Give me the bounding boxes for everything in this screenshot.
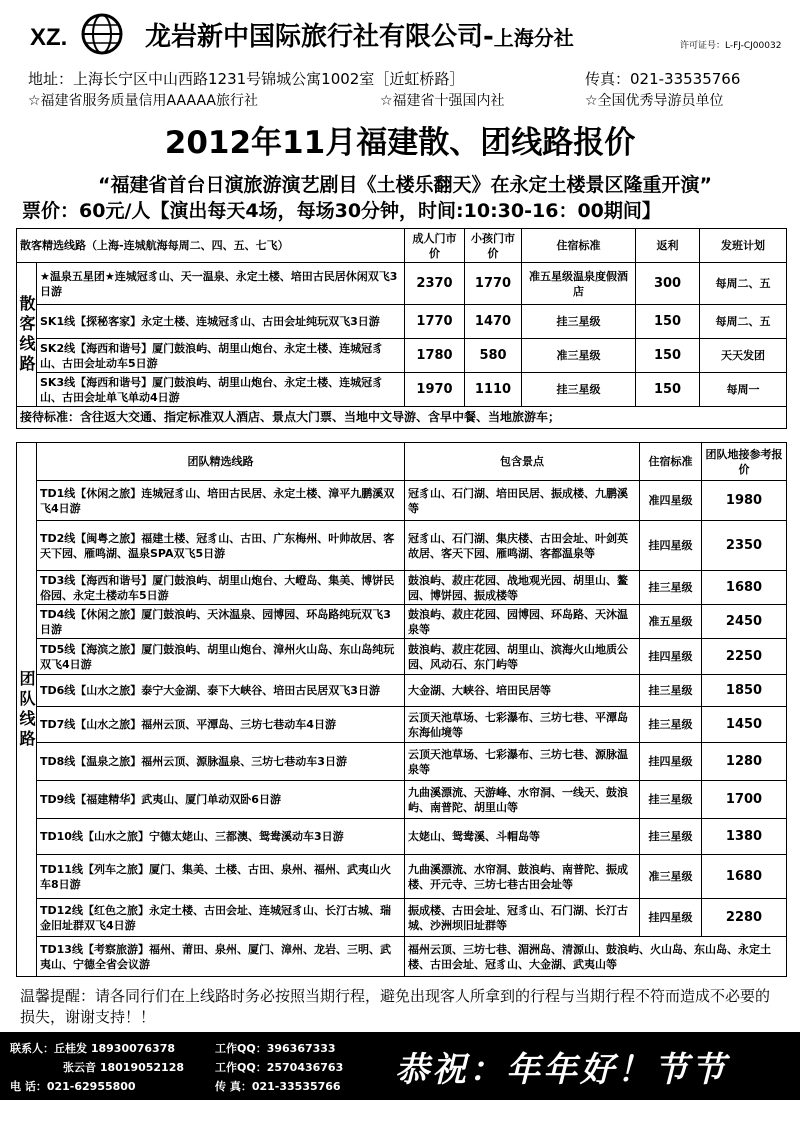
fax-top: 传真：021-33535766 — [585, 70, 741, 88]
table-row — [17, 605, 787, 639]
group-header-spots: 包含景点 — [405, 443, 640, 481]
price-cell: 2250 — [702, 639, 787, 675]
table-row — [17, 305, 787, 339]
rebate-cell: 300 — [636, 263, 700, 305]
price-cell: 2280 — [702, 899, 787, 937]
page-title: 2012年11月福建散、团线路报价 — [164, 125, 636, 161]
hotel-cell: 挂三星级 — [640, 707, 702, 743]
group-header-route: 团队精选线路 — [37, 443, 405, 481]
child-price: 580 — [465, 339, 522, 373]
table-row — [17, 899, 787, 937]
adult-price: 1780 — [405, 339, 465, 373]
spots-cell: 云顶天池草场、七彩瀑布、三坊七巷、源脉温泉等 — [405, 743, 640, 781]
schedule-cell: 天天发团 — [700, 339, 787, 373]
spots-cell: 太姥山、鸳鸯溪、斗帽岛等 — [405, 819, 640, 855]
group-section-label: 团队线路 — [17, 443, 37, 977]
scatter-header-schedule: 发班计划 — [700, 229, 787, 263]
group-header-hotel: 住宿标准 — [640, 443, 702, 481]
table-row — [17, 743, 787, 781]
hotel-cell: 挂四星级 — [640, 899, 702, 937]
license-number: 许可证号：L-FJ-CJ00032 — [680, 41, 782, 51]
table-row — [17, 675, 787, 707]
new-year-wish: 恭祝：年年好！节节高！ — [395, 1050, 728, 1139]
scatter-header-child: 小孩门市价 — [465, 229, 522, 263]
spots-cell: 鼓浪屿、菽庄花园、胡里山、滨海火山地质公园、风动石、东门屿等 — [405, 639, 640, 675]
hotel-cell: 准三星级 — [640, 855, 702, 899]
phone: 电 话：021-62955800 — [10, 1080, 136, 1093]
route-cell: SK1线【探秘客家】永定土楼、连城冠豸山、古田会址纯玩双飞3日游 — [37, 305, 405, 339]
spots-cell: 九曲溪漂流、天游峰、水帘洞、一线天、鼓浪屿、南普陀、胡里山等 — [405, 781, 640, 819]
scatter-header-rebate: 返利 — [636, 229, 700, 263]
scatter-header-adult: 成人门市价 — [405, 229, 465, 263]
table-row — [17, 707, 787, 743]
group-header-row — [17, 443, 787, 481]
schedule-cell: 每周二、五 — [700, 305, 787, 339]
company-main: 龙岩新中国际旅行社有限公司- — [145, 22, 494, 52]
group-header-price: 团队地接参考报价 — [702, 443, 787, 481]
scatter-header-route: 散客精选线路（上海-连城航海每周二、四、五、七飞） — [17, 229, 405, 263]
spots-cell: 大金湖、大峡谷、培田民居等 — [405, 675, 640, 707]
reminder-text: 温馨提醒：请各同行们在上线路时务必按照当期行程，避免出现客人所拿到的行程与当期行程不符而造成不必要的损失，谢谢支持！！ — [20, 987, 771, 1026]
spots-cell: 冠豸山、石门湖、集庆楼、古田会址、叶剑英故居、客天下园、雁鸣湖、客都温泉等 — [405, 521, 640, 571]
hotel-cell: 准三星级 — [522, 339, 636, 373]
hotel-cell: 准五星级温泉度假酒店 — [522, 263, 636, 305]
rebate-cell: 150 — [636, 339, 700, 373]
contact-1: 联系人：丘桂发 18930076378 — [10, 1042, 176, 1055]
scatter-header-hotel: 住宿标准 — [522, 229, 636, 263]
spots-cell: 云顶天池草场、七彩瀑布、三坊七巷、平潭岛东海仙境等 — [405, 707, 640, 743]
honor-1: ☆福建省服务质量信用AAAAA旅行社 — [28, 93, 258, 109]
price-cell: 1450 — [702, 707, 787, 743]
fax-bottom: 传 真：021-33535766 — [215, 1080, 341, 1093]
hotel-cell: 挂三星级 — [640, 675, 702, 707]
schedule-cell: 每周一 — [700, 373, 787, 407]
scatter-header-row — [17, 229, 787, 263]
price-cell: 1980 — [702, 481, 787, 521]
price-cell: 1700 — [702, 781, 787, 819]
hotel-cell: 准五星级 — [640, 605, 702, 639]
table-row — [17, 263, 787, 305]
hotel-cell: 挂四星级 — [640, 639, 702, 675]
price-cell: 1380 — [702, 819, 787, 855]
table-row — [17, 937, 787, 977]
route-cell: TD6线【山水之旅】泰宁大金湖、泰下大峡谷、培田古民居双飞3日游 — [37, 675, 405, 707]
hotel-cell: 准四星级 — [640, 481, 702, 521]
hotel-cell: 挂三星级 — [522, 305, 636, 339]
child-price: 1110 — [465, 373, 522, 407]
spots-cell: 九曲溪漂流、水帘洞、鼓浪屿、南普陀、振成楼、开元寺、三坊七巷古田会址等 — [405, 855, 640, 899]
route-cell: SK2线【海西和谐号】厦门鼓浪屿、胡里山炮台、永定土楼、连城冠豸山、古田会址动车5日游 — [37, 339, 405, 373]
route-cell: TD2线【闽粤之旅】福建土楼、冠豸山、古田、广东梅州、叶帅故居、客天下园、雁鸣湖、温泉SPA双飞5日游 — [37, 521, 405, 571]
schedule-cell: 每周二、五 — [700, 263, 787, 305]
logo-text: XZ. — [30, 24, 68, 51]
route-cell: TD4线【休闲之旅】厦门鼓浪屿、天沐温泉、园博园、环岛路纯玩双飞3日游 — [37, 605, 405, 639]
route-cell: ★温泉五星团★连城冠豸山、天一温泉、永定土楼、培田古民居休闲双飞3日游 — [37, 263, 405, 305]
rebate-cell: 150 — [636, 305, 700, 339]
globe-logo-icon — [80, 12, 124, 56]
hotel-cell: 挂三星级 — [640, 571, 702, 605]
price-cell: 1680 — [702, 571, 787, 605]
hotel-cell: 挂三星级 — [640, 819, 702, 855]
route-cell: TD11线【列车之旅】厦门、集美、土楼、古田、泉州、福州、武夷山火车8日游 — [37, 855, 405, 899]
route-cell: TD8线【温泉之旅】福州云顶、源脉温泉、三坊七巷动车3日游 — [37, 743, 405, 781]
rebate-cell: 150 — [636, 373, 700, 407]
reception-standard: 接待标准：含往返大交通、指定标准双人酒店、景点大门票、当地中文导游、含早中餐、当地旅游车； — [17, 407, 787, 429]
honor-2: ☆福建省十强国内社 — [380, 93, 505, 109]
table-row — [17, 571, 787, 605]
route-cell: TD7线【山水之旅】福州云顶、平潭岛、三坊七巷动车4日游 — [37, 707, 405, 743]
ticket-info: 票价：60元/人【演出每天4场，每场30分钟，时间:10:30-16：00期间】 — [22, 200, 661, 222]
footer — [0, 1032, 800, 1139]
scatter-table — [16, 228, 787, 429]
hotel-cell: 挂四星级 — [640, 743, 702, 781]
child-price: 1770 — [465, 263, 522, 305]
spots-cell: 福州云顶、三坊七巷、湄洲岛、清源山、鼓浪屿、火山岛、东山岛、永定土楼、古田会址、冠豸山、大金湖、武夷山等 — [405, 937, 787, 977]
table-row — [17, 639, 787, 675]
route-cell: TD12线【红色之旅】永定土楼、古田会址、连城冠豸山、长汀古城、瑞金旧址群双飞4日游 — [37, 899, 405, 937]
price-cell: 1680 — [702, 855, 787, 899]
route-cell: TD3线【海西和谐号】厦门鼓浪屿、胡里山炮台、大嶝岛、集美、博饼民俗园、永定土楼动车5日游 — [37, 571, 405, 605]
table-row — [17, 373, 787, 407]
spots-cell: 鼓浪屿、菽庄花园、战地观光园、胡里山、鳌园、博饼园、振成楼等 — [405, 571, 640, 605]
route-cell: TD1线【休闲之旅】连城冠豸山、培田古民居、永定土楼、漳平九鹏溪双飞4日游 — [37, 481, 405, 521]
price-cell: 1850 — [702, 675, 787, 707]
table-row — [17, 819, 787, 855]
scatter-section-label: 散客线路 — [17, 263, 37, 407]
route-cell: TD13线【考察旅游】福州、莆田、泉州、厦门、漳州、龙岩、三明、武夷山、宁德全省会议游 — [37, 937, 405, 977]
price-cell: 1280 — [702, 743, 787, 781]
hotel-cell: 挂三星级 — [522, 373, 636, 407]
table-row — [17, 855, 787, 899]
spots-cell: 冠豸山、石门湖、培田民居、振成楼、九鹏溪等 — [405, 481, 640, 521]
adult-price: 2370 — [405, 263, 465, 305]
contact-2: 张云音 18019052128 — [63, 1061, 185, 1074]
qq-2: 工作QQ：2570436763 — [215, 1061, 344, 1074]
qq-1: 工作QQ：396367333 — [215, 1042, 336, 1055]
address: 地址：上海长宁区中山西路1231号锦城公寓1002室［近虹桥路］ — [28, 70, 465, 88]
honor-3: ☆全国优秀导游员单位 — [585, 93, 724, 109]
hotel-cell: 挂四星级 — [640, 521, 702, 571]
hotel-cell: 挂三星级 — [640, 781, 702, 819]
company-name — [145, 16, 574, 53]
route-cell: TD9线【福建精华】武夷山、厦门单动双卧6日游 — [37, 781, 405, 819]
spots-cell: 振成楼、古田会址、冠豸山、石门湖、长汀古城、沙洲坝旧址群等 — [405, 899, 640, 937]
table-row — [17, 339, 787, 373]
price-cell: 2450 — [702, 605, 787, 639]
slogan: “福建省首台日演旅游演艺剧目《土楼乐翻天》在永定土楼景区隆重开演” — [98, 174, 712, 196]
header — [0, 0, 800, 60]
price-cell: 2350 — [702, 521, 787, 571]
table-row — [17, 481, 787, 521]
table-row — [17, 781, 787, 819]
route-cell: SK3线【海西和谐号】厦门鼓浪屿、胡里山炮台、永定土楼、连城冠豸山、古田会址单飞单动4日游 — [37, 373, 405, 407]
adult-price: 1970 — [405, 373, 465, 407]
adult-price: 1770 — [405, 305, 465, 339]
route-cell: TD10线【山水之旅】宁德太姥山、三都澳、鸳鸯溪动车3日游 — [37, 819, 405, 855]
route-cell: TD5线【海滨之旅】厦门鼓浪屿、胡里山炮台、漳州火山岛、东山岛纯玩双飞4日游 — [37, 639, 405, 675]
company-branch: 上海分社 — [493, 26, 574, 50]
group-table — [16, 442, 787, 977]
spots-cell: 鼓浪屿、菽庄花园、园博园、环岛路、天沐温泉等 — [405, 605, 640, 639]
child-price: 1470 — [465, 305, 522, 339]
table-row — [17, 521, 787, 571]
standard-row — [17, 407, 787, 429]
